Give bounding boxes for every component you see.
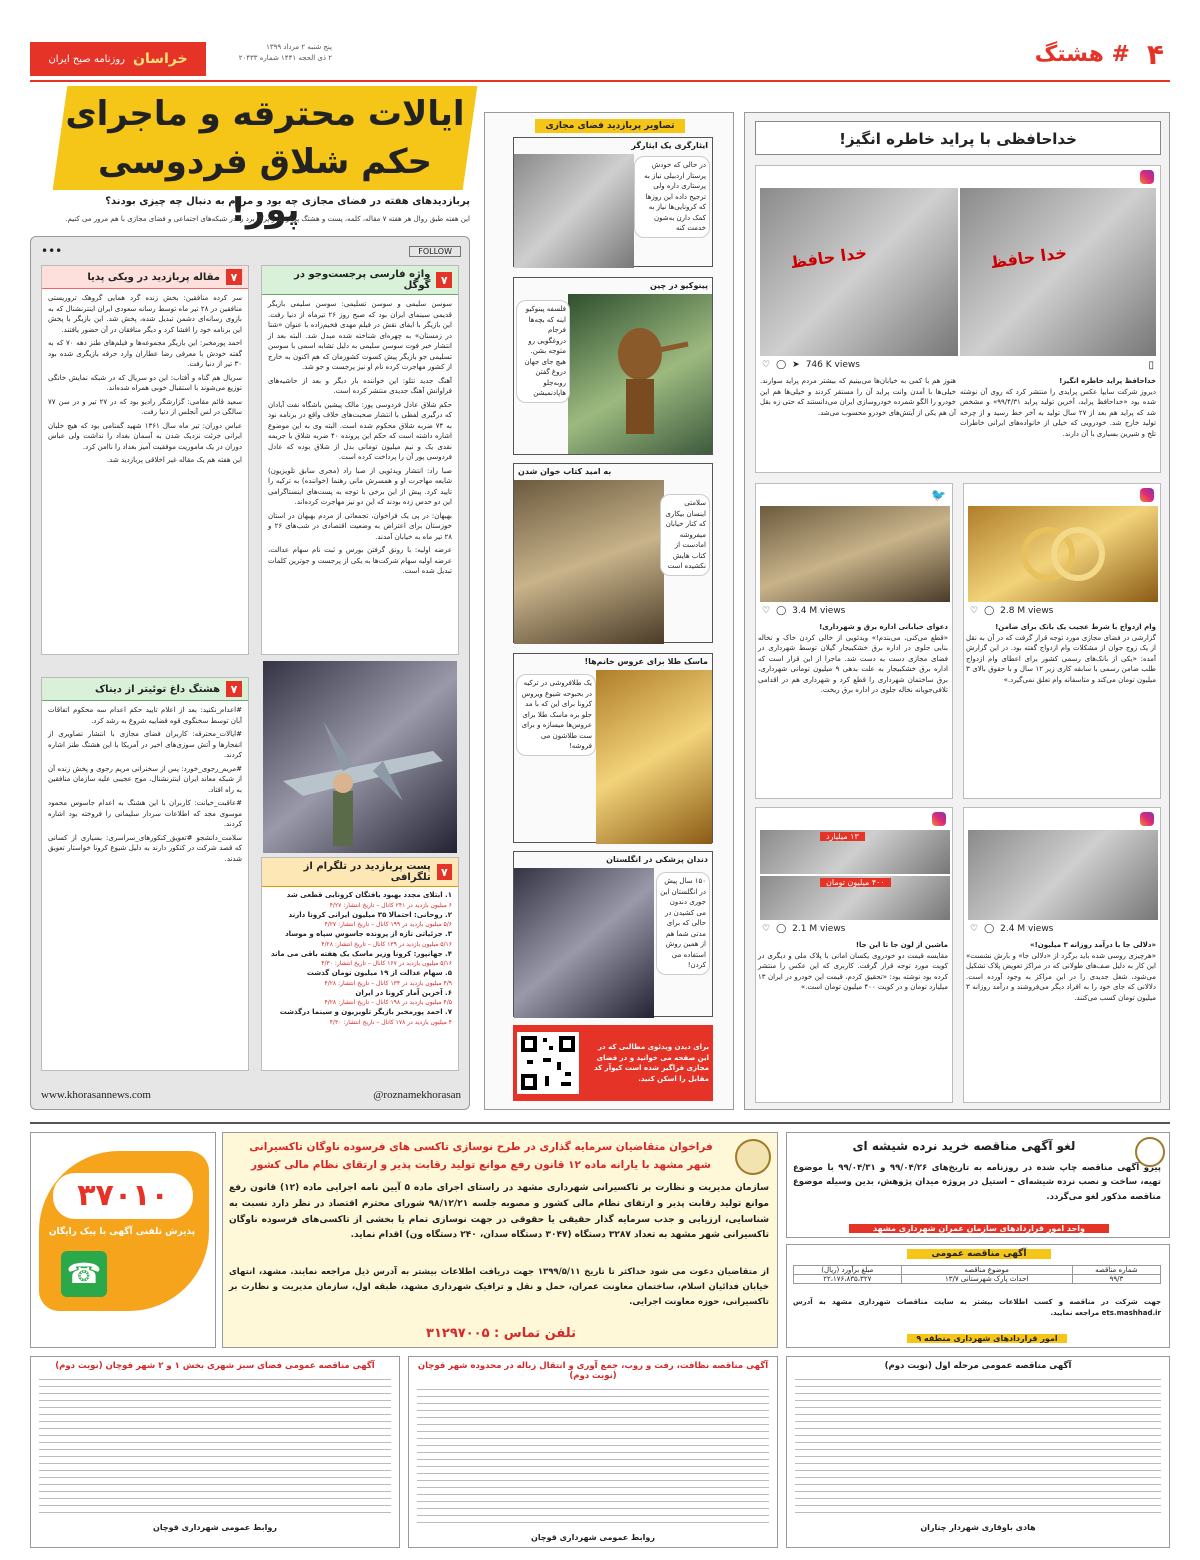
feed-panel [30, 236, 470, 1110]
instagram-icon [1140, 812, 1154, 826]
taxi-tender-ad [222, 1132, 778, 1348]
tweet-photo [760, 506, 950, 602]
virtual-item-title: دندان پزشکی در انگلستان [606, 855, 708, 864]
post-body: «هرچیزی روسی شده باید برگرد از «دلالی جا» و بارش نشست» این کار به دلیل صف‌های طولانی که در مراکز تعویض پلاک تشکیل می‌شود، شغل جدیدی را در این مراکز به وجود آورده است. دلالانی که جای خود را به افراد دیگر می‌فروشند و درآمد روزانه ۳ میلیون تومان کسب می‌کنند. [966, 951, 1156, 1002]
hashtag-item: سلامت_دانشجو #تعویق_کنکورهای_سراسری: بسیاری از کسانی که قصد شرکت در کنکور دارند به دلیل شیوع کرونا خواستار تعویق شدند. [48, 833, 242, 863]
phone-ad-text: پذیرش تلفنی آگهی با پیک رایگان [48, 1227, 196, 1237]
telegram-item: ۴. جهانپور: کرونا وزیر ماسک یک هفته باقی می ماند ۵/۱۶ میلیون بازدید در ۱۶۷ کانال – تاریخ انتشار: ۴/۳۰ [270, 949, 452, 967]
table-cell: ۹۹/۳ [1072, 1275, 1160, 1284]
post-text [966, 622, 1156, 685]
google-body [262, 295, 458, 584]
post-actions [970, 606, 1053, 616]
google-item: سوسن سلیمی و سوسن تسلیمی: سوسن سلیمی بازیگر قدیمی سینمای ایران بود که صبح روز ۲۶ تیرماه از دنیا رفت. این بازیگر با ایفای نقش در فیلم مهدی فخیم‌زاده با عنوان «شنا در زمستان» به چهره‌ای شناخته شده مبدل شد. البته بعد از انتشار خبر فوت سوسن سلیمی به دلیل تشابه اسمی با سوسن تسلیمی جو بازیگر پیش کسوت کشورمان که هم اکنون به خارج از کشور مهاجرت کرده نام او نیز پرجست و جو شد. [268, 300, 453, 371]
virtual-item-text: فلسفه پینوکیو اینه که بچه‌ها فرجام دروغگویی رو متوجه بشن. هیچ جای جهان دروغ گفتن روبه‌جلو هاپادنمیشن [516, 300, 570, 403]
table-cell: موضوع مناقصه [901, 1266, 1072, 1275]
post-title: ماشین از لون جا تا این جا! [855, 941, 948, 949]
wiki-item: این هفته هم یک مقاله غیر اخلاقی پربازدید شد. [106, 456, 242, 464]
wiki-header [42, 266, 248, 289]
date-line-2: ۲ ذی الحجه ۱۴۴۱ شماره ۲۰۴۳۳ [238, 53, 332, 62]
wiki-item: عباس دوران: تیر ماه سال ۱۳۶۱ شهید گمنامی بود که هیچ خلبان ایرانی جرئت نزدیک شدن به آسمان بغداد را نداشت ولی عباس دوران در یک ماموریت موفقیت آمیز بغداد را ناامن کرد. [48, 421, 242, 451]
comment-icon[interactable]: ◯ [776, 360, 787, 370]
cancel-title: لغو آگهی مناقصه خرید نرده شیشه ای [852, 1139, 1076, 1153]
views-count: 3.4 M views [792, 606, 846, 616]
panel-topbar [41, 243, 461, 259]
google-header [262, 266, 458, 295]
fighter-jet-photo [263, 661, 457, 853]
headline-line-1: ایالات محترقه و ماجرای [65, 94, 465, 134]
date-block [212, 42, 332, 63]
section-title: # هشتگ [1034, 42, 1130, 67]
telegram-item: ۶. آخرین آمار کرونا در ایران ۴/۵ میلیون بازدید در ۱۹۸ کانال – تاریخ انتشار: ۴/۲۸ [324, 988, 452, 1006]
bottom-ad-footer: روابط عمومی شهرداری قوچان [153, 1523, 277, 1532]
table-row [794, 1275, 1161, 1284]
wiki-body [42, 289, 248, 473]
taxi-body-2: از متقاضیان دعوت می شود حداکثر تا تاریخ ۱۳۹۹/۵/۱۱ جهت دریافت اطلاعات بیشتر به آدرس ذیل مراجعه نمایند. مشهد، انتهای خیابان فدائیان اسلام، ساختمان معاونت عمران، حمل و نقل و ترافیک شهرداری مشهد، طبقه اول، سازمان مدیریت و نظارت بر تاکسیرانی، حوزه معاونت اجرایی. [229, 1267, 769, 1307]
pinocchio-photo [568, 294, 712, 454]
virtual-item-text: در حالی که خودش پرستار اردبیلی نیاز به پرستاری داره ولی ترجیح داده این روزها که کرونایی‌ها نیاز به کمک دارن به‌شون خدمت کنه [634, 156, 710, 238]
hashtag-column [744, 112, 1170, 1110]
cancel-body: پیرو آگهی مناقصه چاپ شده در روزنامه به تاریخ‌های ۹۹/۰۴/۲۶ و ۹۹/۰۴/۳۱ با موضوع تهیه، ساخت و نصب نرده شیشه‌ای – استیل در پروژه میدان پژوهش، بدین وسیله موضوع مناقصه مذکور لغو می‌گردد. [793, 1163, 1161, 1202]
virtual-column [484, 112, 734, 1110]
virtual-item [513, 277, 713, 455]
ads-divider [30, 1122, 1170, 1124]
table-cell: ۲۲،۱۷۶،۸۳۵،۳۲۷ [794, 1275, 902, 1284]
more-icon[interactable]: ••• [41, 244, 63, 258]
telegram-header [262, 858, 458, 887]
heart-icon[interactable]: ♡ [970, 924, 979, 934]
post-text [966, 940, 1156, 1003]
hashtag-item: #عاقبت_خیانت: کاربران با این هشتگ به اعدام جاسوس محمود موسوی مجد که اطلاعات سردار سلیمانی را فروخته بود اشاره کردند. [48, 799, 242, 828]
table-cell: شماره مناقصه [1072, 1266, 1160, 1275]
traffic-photo [968, 830, 1158, 920]
hashtag-item: #مریم_رجوی_خورد: پس از سخنرانی مریم رجوی و پخش زنده آن از شبکه معاند ایران اینترنشنال، موج عجیبی علیه سازمان منافقین به راه افتاد. [48, 764, 242, 794]
bottom-ad-2 [408, 1356, 778, 1548]
headline-subtitle: پربازدیدهای هفته در فضای مجازی چه بود و مردم به دنبال چه چیزی بودند؟ [105, 196, 470, 207]
instagram-icon [1140, 170, 1154, 184]
wiki-title: مقاله پربازدید در ویکی پدیا [87, 271, 220, 283]
taxi-phone: تلفن تماس : ۳۱۲۹۷۰۰۵ [426, 1326, 576, 1341]
top-header [30, 38, 1170, 78]
heart-icon[interactable]: ♡ [762, 924, 771, 934]
jet-illustration [263, 661, 457, 853]
page-number: ۴ [1146, 38, 1164, 71]
pride-photo-left [760, 188, 958, 356]
wiki-item: سر کرده منافقین: بخش زنده گرد همایی گروهک تروریستی منافقین در ۲۸ تیر ماه توسط رسانه سعودی ایران اینترنشنال که به بازوی رسانه‌ای دشمن تبدیل شده، پخش شد. این بازیگر با پخش این برنامه خود را افشا کرد و دیگر منافقان در آن حضور یافتند. [48, 294, 242, 334]
post-text [758, 940, 948, 993]
mashhad-logo-icon [735, 1139, 771, 1175]
price-tag: ۱۳ میلیارد [820, 832, 865, 841]
public-tender-footer: امور قراردادهای شهرداری منطقه ۹ [907, 1334, 1067, 1343]
telegram-title: پست پربازدید در تلگرام از تلگرافی [303, 861, 431, 883]
post-actions [762, 360, 860, 370]
heart-icon[interactable]: ♡ [970, 606, 979, 616]
table-cell: مبلغ برآورد (ریال) [794, 1266, 902, 1275]
qr-code-icon[interactable] [517, 1032, 579, 1094]
tweet-post [755, 483, 953, 799]
text-lines [39, 1379, 391, 1519]
post-text-left: هنوز هم با کمی به خیابان‌ها می‌بینیم که بیشتر مردم پراید سوارند. خیلی‌ها با آمدن وانت پراید آن را مستقر کردند و خیلی‌ها هم این خودرو را الگو شمرده خودروسازی ایران می‌دانستند که حتی زه بقل آن هم یکی از آیتش‌های خودرو محسوب می‌شد. [760, 377, 956, 417]
virtual-title: تصاویر پربازدید فضای مجازی [535, 119, 685, 133]
headline-intro: این هفته طبق روال هر هفته ۷ مقاله، کلمه، پست و هشتگ پربازدید و پرکاربرد را در شبکه‌های اجتماعی و فضای مجازی با هم مرور می کنیم. [65, 215, 470, 223]
post-actions [762, 924, 845, 934]
bottom-ad-footer: هادی باوقاری شهردار چناران [920, 1523, 1036, 1532]
hashtag-body [42, 701, 248, 871]
header-rule [30, 80, 1170, 82]
cars-photo-top [760, 830, 950, 874]
wiki-number: ۷ [226, 269, 242, 285]
table-cell: احداث پارک شهرستانی ۱۳/۷ [901, 1275, 1072, 1284]
hashtag-col-title: خداحافظی با پراید خاطره انگیز! [755, 121, 1161, 155]
pride-post [755, 165, 1161, 473]
bottom-ad-footer: روابط عمومی شهرداری قوچان [531, 1533, 655, 1542]
virtual-item-title: به امید کتاب خوان شدن [518, 467, 612, 476]
text-lines [795, 1379, 1161, 1519]
taxi-title-2: شهر مشهد با یارانه ماده ۱۲ قانون رفع موانع تولید رقابت پذیر و ارتقای نظام مالی کشور [251, 1159, 711, 1171]
google-item: حکم شلاق عادل فردوسی پور: مالک پیشین باشگاه نفت آبادان که درگیری لفظی با انتشار صحبت‌های خلاف واقع در برنامه نود به ۷۴ ضربه شلاق محکوم شده است. البته وی به این موضوع اشاره داشته است که حکم این پرونده ۴۰ ضربه شلاق با جریمه نقدی یک و نیم میلیون تومانی بدل از شلاق بوده که عادل فردوسی پور آن را پرداخت کرده است. [268, 400, 452, 461]
views-count: 2.1 M views [792, 924, 846, 934]
wiki-item: سعید قائم مقامی: گزارشگر رادیو بود که در ۲۷ تیر و در سن ۷۷ سالگی در لس آنجلس از دنیا رفت. [48, 397, 243, 416]
comment-icon[interactable]: ◯ [984, 924, 995, 934]
taxi-body: سازمان مدیریت و نظارت بر تاکسیرانی شهرداری مشهد در راستای اجرای ماده ۵ آیین نامه اجرایی ماده (۱۲) قانون رفع موانع تولید رقابت پذیر و ارتقای نظام مالی کشور و مصوبه جلسه ۹۸/۱۲/۲۱ شورای محترم اقتصاد در نظر دارد نسبت به شناسایی، ارزیابی و جذب سرمایه گذار حقیقی یا حقوقی در جهت نوسازی تمام یا بخشی از تاکسی‌های فرسوده ناوگان تاکسیرانی شهر مشهد به تعداد ۳۲۸۷ دستگاه (۳۰۴۷ دستگاه سدان، ۲۴۰ دستگاه ون) اقدام نماید. [229, 1183, 770, 1241]
wiki-item: سریال هم گناه و آفتاب: این دو سریال که در شبکه نمایش خانگی توزیع می‌شوند با استقبال خوبی همراه شده‌اند. [48, 373, 242, 392]
google-item: عرضه اولیه: با رونق گرفتن بورس و ثبت نام سهام عدالت، عرضه اولیه سهام شرکت‌ها به یکی از پرجست و جوترین کلمات تبدیل شده است. [268, 546, 452, 575]
public-tender-ad [786, 1244, 1170, 1348]
views-count: 2.8 M views [1000, 606, 1054, 616]
telegram-item: ۱. ابتلای مجدد بهبود یافتگان کرونایی قطعی شد ۶ میلیون بازدید در ۲۴۱ کانال – تاریخ انتشار: ۴/۲۷ [286, 891, 452, 909]
google-number: ۷ [436, 272, 452, 288]
telegram-item: ۵. سهام عدالت از ۱۹ میلیون تومان گذشت ۴/۹ میلیون بازدید در ۱۳۴ کانال – تاریخ انتشار: ۴/۲۸ [306, 969, 452, 987]
heart-icon[interactable]: ♡ [762, 360, 771, 370]
telegram-number: ۷ [437, 864, 452, 880]
pride-photo-right [960, 188, 1156, 356]
google-item: آهنگ جدید تتلو: این خواننده بار دیگر و بعد از حاشیه‌های فراوانش آهنگ جدیدی منتشر کرده است. [268, 376, 452, 395]
book-seller-photo [514, 480, 664, 644]
headline-line-2: حکم شلاق فردوسی پور! [97, 142, 433, 230]
virtual-item-title: ایثارگری یک ایثارگر [631, 141, 708, 150]
post-body: «قطع می‌کنی، می‌بندم!» ویدئویی از خالی کردن خاک و نخاله بنایی جلوی در اداره برق خشکبیجار گیلان توسط شهرداری در فضای مجازی دست به دست شد. ماجرا از این قرار است که اداره برق خشکبیجار به علت بدهی ۹ میلیون تومانی شهرداری، برق ساختمان شهرداری را قطع کرد و شهرداری هم در اقدامی تلافی‌جویانه نخاله جلوی در اداره برق ریخت. [758, 633, 949, 694]
post-text [758, 622, 948, 696]
hashtag-number: ۷ [226, 681, 242, 697]
rings-illustration [968, 506, 1158, 602]
text-lines [417, 1389, 769, 1529]
public-tender-table [793, 1265, 1161, 1284]
bottom-ad-title: آگهی مناقصه عمومی مرحله اول (نوبت دوم) [884, 1361, 1072, 1371]
gold-mask-photo [596, 670, 712, 844]
post-body: گزارشی در فضای مجازی مورد توجه قرار گرفت که در آن به نقل از یک زوج جوان از مشکلات وام ازدواج گفته بود. در این گزارش آمده: «یکی از بانک‌های رسمی کشور برای اعطای وام ازدواج طلب ضامن رسمی با سابقه کاری زیر ۱۲ سال و با حقوق بالای ۳ میلیون تومان می‌کند و متاسفانه وام تعلق نمی‌گیرد.» [966, 633, 1156, 684]
public-tender-note: جهت شرکت در مناقصه و کسب اطلاعات بیشتر به سایت مناقصات شهرداری مشهد به آدرس ets.mashhad.ir مراجعه نمایید. [793, 1298, 1161, 1317]
wiki-item: احمد پورمخبر: این بازیگر مجموعه‌ها و فیلم‌های طنز دهه ۷۰ که به گفته خودش با معرفی رضا عطاران وارد حرفه بازیگری شده بود ۳۰ تیر از دنیا رفت. [48, 339, 242, 368]
price-tag: ۴۰۰ میلیون تومان [820, 878, 891, 887]
car-price-post [755, 807, 953, 1103]
virtual-item [513, 653, 713, 843]
cancel-footer: واحد امور قراردادهای سازمان عمران شهرداری مشهد [849, 1224, 1109, 1233]
twitter-icon: 🐦 [931, 488, 946, 502]
qr-box [513, 1025, 713, 1101]
follow-button[interactable]: FOLLOW [409, 246, 461, 257]
cars-photo-bottom [760, 876, 950, 920]
post-title: «دلالی جا با درآمد روزانه ۳ میلیون!» [1030, 941, 1156, 949]
views-count: 2.4 M views [1000, 924, 1054, 934]
table-header [794, 1266, 1161, 1275]
telegram-list [262, 887, 458, 1030]
post-actions [970, 924, 1053, 934]
bottom-ad-1 [30, 1356, 400, 1548]
taxi-title-1: فراخوان متقاضیان سرمایه گذاری در طرح نوسازی تاکسی های فرسوده ناوگان تاکسیرانی [249, 1141, 713, 1153]
comment-icon[interactable]: ◯ [776, 924, 787, 934]
date-line-1: پنج شنبه ۲ مرداد ۱۳۹۹ [266, 43, 332, 51]
post-title: دعوای خیابانی اداره برق و شهرداری! [819, 623, 948, 631]
hashtag-header [42, 678, 248, 701]
telegram-item: ۷. احمد پورمخبر بازیگر تلویزیون و سینما درگذشت ۴ میلیون بازدید در ۱۷۸ کانال – تاریخ انتشار: ۴/۳۰ [279, 1008, 452, 1026]
virtual-item-text: ۱۵۰ سال پیش در انگلستان این جوری دندون می کشیدن در حالی که برای مدتی شما هم از همین روش استفاده می کردن! [656, 872, 710, 975]
hashtag-item: #اعدام_نکنید: بعد از اعلام تایید حکم اعدام سه محکوم اتفاقات آبان توسط سخنگوی قوه قضاییه شروع به رشد کرد. [48, 706, 242, 725]
bottom-ad-title: آگهی مناقصه نظافت، رفت و روب، جمع آوری و انتقال زباله در محدوده شهر قوچان (نوبت دوم) [417, 1361, 769, 1381]
hashtag-item: #ایالات_محترقه: کاربران فضای مجازی با انتشار تصاویری از انفجارها و آتش سوزی‌های اخیر در آمریکا با این هشتگ طنز اشاره کردند. [48, 730, 242, 759]
wiki-section [41, 265, 249, 655]
phone-number: ۳۷۰۱۰ [53, 1173, 193, 1219]
qr-text: برای دیدن ویدئوی مطالبی که در این صفحه می خوانید و در فضای مجازی فراگیر شده است کیوآر کد مقابل را اسکن کنید. [594, 1043, 709, 1083]
twitter-hashtag-section [41, 677, 249, 1071]
virtual-item [513, 463, 713, 643]
post-text-right [960, 376, 1156, 439]
comment-icon[interactable]: ◯ [776, 606, 787, 616]
graffiti-text: خدا حافظ [789, 242, 868, 273]
heart-icon[interactable]: ♡ [762, 606, 771, 616]
instagram-icon [932, 812, 946, 826]
virtual-item-title: ماسک طلا برای عروس خانم‌ها! [584, 657, 708, 666]
post-title: خداحافظ پراید خاطره انگیز! [1059, 377, 1156, 385]
views-count: 746 K views [805, 360, 860, 370]
public-tender-title: آگهی مناقصه عمومی [907, 1249, 1051, 1259]
loan-post [963, 483, 1161, 799]
rings-photo [968, 506, 1158, 602]
cancel-tender-ad [786, 1132, 1170, 1238]
google-title: واژه فارسی پرجست‌وجو در گوگل [294, 269, 431, 291]
bottom-ad-title: آگهی مناقصه عمومی فضای سبز شهری بخش ۱ و ۲ شهر قوچان (نوبت دوم) [55, 1361, 375, 1371]
website-link[interactable]: www.khorasannews.com [41, 1089, 151, 1101]
dentist-photo [514, 868, 654, 1018]
bottom-ad-3 [786, 1356, 1170, 1548]
share-icon[interactable]: ➤ [792, 360, 800, 370]
virtual-item-text: یک طلافروشی در ترکیه در بحبوحه شیوع ویروس کرونا برای این که با مد جلو بره ماسک طلا برای عروس‌ها میسازه و برای ست طلاشون می فروشه! [516, 674, 596, 756]
post-body: دیروز شرکت سایپا عکس پرایدی را منتشر کرد که روی آن نوشته شده بود «خداحافظ پراید، آخرین تولید پراید ۹۹/۴/۳۱» و مشخص شد که پراید هم بعد از ۲۷ سال تولید به آخر خط رسید و از چرخه تولید خارج شد. خودرویی که خیلی از خانواده‌های ایرانی خاطرات تلخ و شیرین بسیاری با آن دارند. [960, 387, 1157, 438]
virtual-item-title: پینوکیو در چین [650, 281, 708, 290]
masthead [30, 42, 206, 76]
virtual-item [513, 137, 713, 267]
virtual-item [513, 851, 713, 1017]
newspaper-tag: روزنامه صبح ایران [48, 53, 125, 65]
nurse-photo [514, 154, 634, 268]
comment-icon[interactable]: ◯ [984, 606, 995, 616]
post-actions [762, 606, 845, 616]
panel-footer [41, 1089, 461, 1101]
google-item: بهبهان: در پی یک فراخوان، تجمعاتی از مردم بهبهان در استان خوزستان برای اعتراض به وضعیت اقتصادی در شب‌های ۲۶ و ۲۸ تیر ماه به خیابان آمدند. [268, 511, 452, 541]
telegram-item: ۳. جزئیاتی تازه از پرونده جاسوس سپاه و موساد ۵/۱۶ میلیون بازدید در ۱۳۹ کانال – تاریخ انتشار: ۴/۲۸ [285, 930, 452, 948]
telegram-section [261, 857, 459, 1071]
phone-ad-banner [30, 1132, 216, 1348]
handle-link[interactable]: @roznamekhorasan [373, 1089, 461, 1101]
telegram-item: ۲. روحانی: احتمالا ۳۵ میلیون ایرانی کرونا دارند ۵/۶ میلیون بازدید در ۱۹۹ کانال – تاریخ انتشار: ۴/۲۷ [288, 910, 452, 928]
virtual-item-text: سلامتی اینسان بیکاری که کنار خیابان میفروشه امادست از کتاب هایش نکشیده است [660, 494, 710, 576]
newspaper-name: خراسان [133, 51, 188, 67]
instagram-icon [1140, 488, 1154, 502]
google-item: صبا راد: انتشار ویدئویی از صبا راد (مجری سابق تلویزیون) شایعه مهاجرت او و همسرش مانی رهنما (خواننده) به ترکیه را تایید کرد. پیش از این برخی با توجه به پست‌های اینستاگرامی این دو حدس زده بودند که این دو نیز مهاجرت کرده‌اند. [268, 466, 452, 506]
post-body: مقایسه قیمت دو خودروی یکسان امانی با پلاک ملی و دیگری در کویت مورد توجه قرار گرفت. کاربری که این عکس را منتشر کرده بود نوشته بود: «تحقیق کردم، قیمت این خودرو در ایران ۱۳ میلیارد تومان و در کویت ۴۰۰ میلیون تومان است.» [758, 951, 948, 991]
hashtag-title: هشتگ داغ توئیتر از دیناک [94, 683, 220, 695]
phone-icon: ☎ [61, 1251, 107, 1297]
graffiti-text: خدا حافظ [989, 242, 1068, 273]
post-title: وام ازدواج با شرط عجیب یک بانک برای ضامن! [995, 623, 1156, 631]
google-section [261, 265, 459, 655]
pinocchio-statue [568, 294, 712, 454]
plate-dealer-post [963, 807, 1161, 1103]
bookmark-icon[interactable]: ▯ [1148, 360, 1154, 371]
